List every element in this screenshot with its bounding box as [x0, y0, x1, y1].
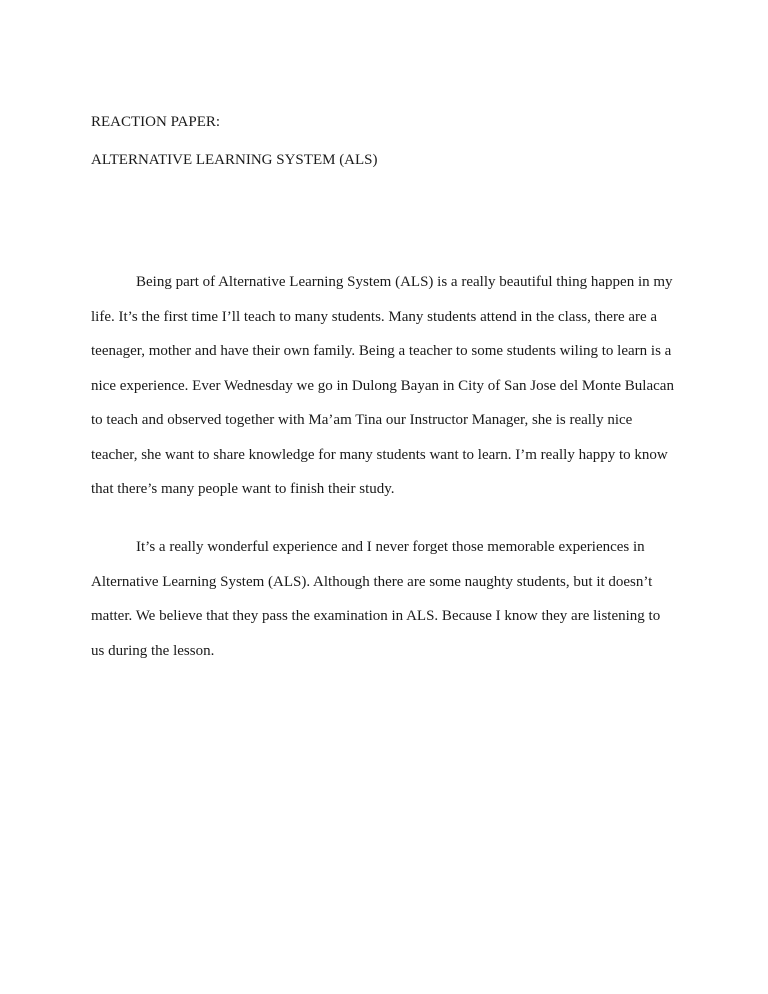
paragraph-line: Alternative Learning System (ALS). Although there are some naughty students, but it doesn’t: [91, 573, 653, 590]
paragraph-line: teacher, she want to share knowledge for many students want to learn. I’m really happy to know: [91, 446, 668, 463]
paragraph-line: teenager, mother and have their own family. Being a teacher to some students wiling to learn is a: [91, 343, 672, 359]
paragraph-line: life. It’s the first time I’ll teach to many students. Many students attend in the class, there are a: [91, 308, 658, 325]
paper-title-heading: ALTERNATIVE LEARNING SYSTEM (ALS): [91, 152, 378, 168]
paragraph-line: us during the lesson.: [91, 642, 215, 659]
paragraph-line: matter. We believe that they pass the examination in ALS. Because I know they are listening to: [91, 608, 661, 624]
paragraph-line: nice experience. Ever Wednesday we go in Dulong Bayan in City of San Jose del Monte Bulacan: [91, 377, 674, 394]
paper-type-heading: REACTION PAPER:: [91, 114, 221, 130]
paragraph-line: Being part of Alternative Learning System (ALS) is a really beautiful thing happen in my: [136, 274, 673, 290]
paragraph-line: that there’s many people want to finish their study.: [91, 481, 395, 497]
paragraph-line: It’s a really wonderful experience and I never forget those memorable experiences in: [136, 539, 645, 555]
paragraph-line: to teach and observed together with Ma’am Tina our Instructor Manager, she is really nice: [91, 412, 633, 428]
